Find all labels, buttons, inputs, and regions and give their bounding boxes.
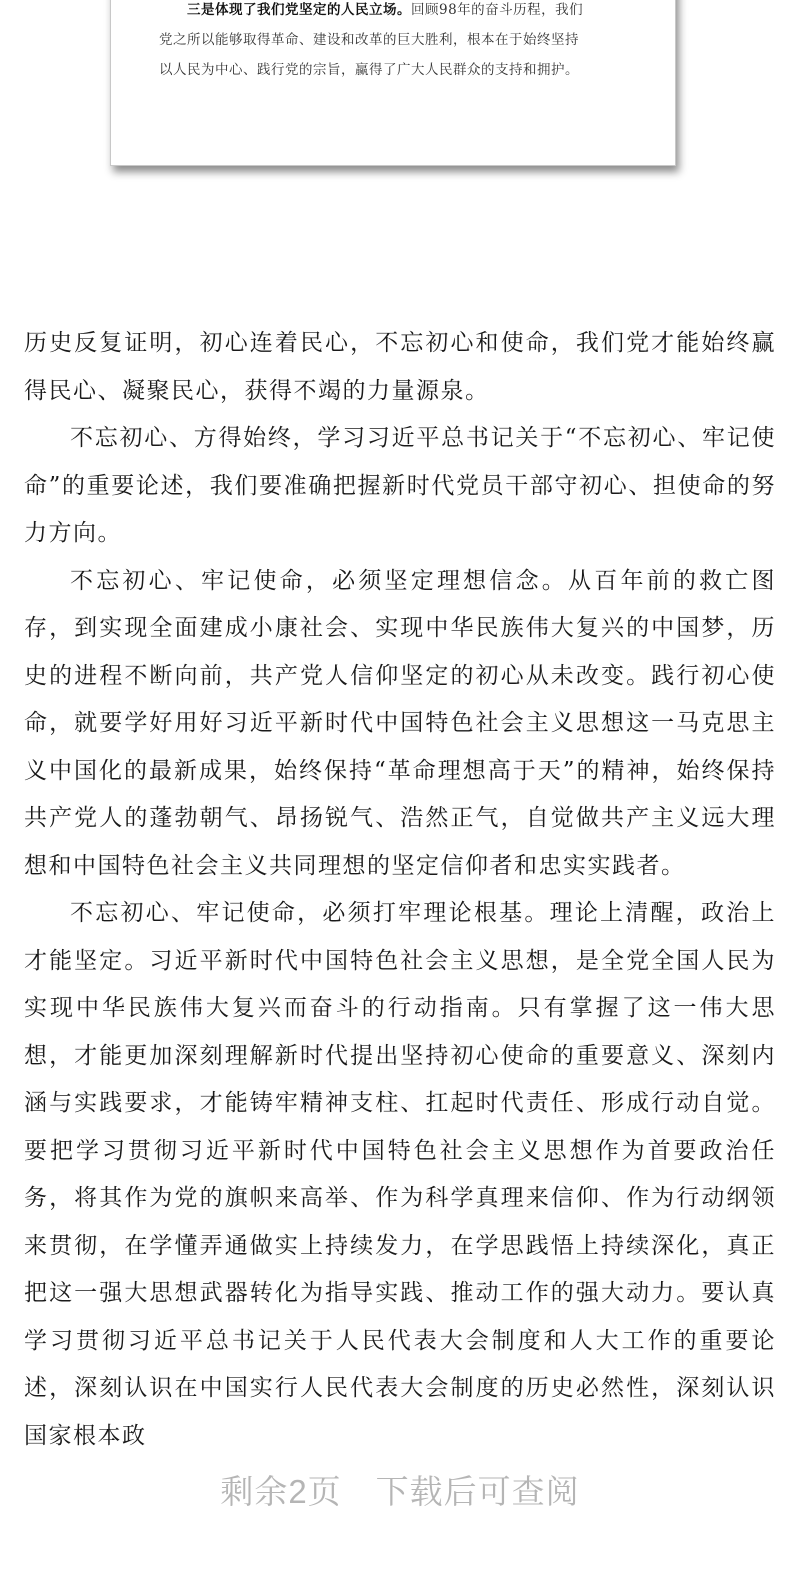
- article-paragraph: 不忘初心、牢记使命，必须打牢理论根基。理论上清醒，政治上才能坚定。习近平新时代中国特色社会主义思想，是全党全国人民为实现中华民族伟大复兴而奋斗的行动指南。只有掌握了这一伟大思想，才能更加深刻理解新时代提出坚持初心使命的重要意义、深刻内涵与实践要求，才能铸牢精神支柱、扛起时代责任、形成行动自觉。要把学习贯彻习近平新时代中国特色社会主义思想作为首要政治任务，将其作为党的旗帜来高举、作为科学真理来信仰、作为行动纲领来贯彻，在学懂弄通做实上持续发力，在学思践悟上持续深化，真正把这一强大思想武器转化为指导实践、推动工作的强大动力。要认真学习贯彻习近平总书记关于人民代表大会制度和人大工作的重要论述，深刻认识在中国实行人民代表大会制度的历史必然性，深刻认识国家根本政: [24, 900, 776, 1449]
- page-preview-card: [110, 0, 676, 166]
- preview-line-1-rest: 回顾98年的奋斗历程，我们: [411, 2, 584, 18]
- article-body: [24, 320, 776, 1460]
- article-paragraph: 不忘初心、牢记使命，必须坚定理想信念。从百年前的救亡图存，到实现全面建成小康社会、实现中华民族伟大复兴的中国梦，历史的进程不断向前，共产党人信仰坚定的初心从未改变。践行初心使命，就要学好用好习近平新时代中国特色社会主义思想这一马克思主义中国化的最新成果，始终保持“革命理想高于天”的精神，始终保持共产党人的蓬勃朝气、昂扬锐气、浩然正气，自觉做共产主义远大理想和中国特色社会主义共同理想的坚定信仰者和忠实实践者。: [24, 567, 776, 879]
- preview-line-3: 以人民为中心、践行党的宗旨，赢得了广大人民群众的支持和拥护。: [159, 62, 579, 78]
- article-paragraph: 不忘初心、方得始终，学习习近平总书记关于“不忘初心、牢记使命”的重要论述，我们要准确把握新时代党员干部守初心、担使命的努力方向。: [24, 425, 776, 546]
- preview-line-1: [159, 0, 637, 25]
- article-paragraph: 历史反复证明，初心连着民心，不忘初心和使命，我们党才能始终赢得民心、凝聚民心，获得不竭的力量源泉。: [24, 330, 776, 404]
- download-to-read-banner[interactable]: [0, 1466, 800, 1513]
- preview-card-text: [159, 0, 637, 85]
- preview-bold-lead: 三是体现了我们党坚定的人民立场。: [187, 2, 411, 18]
- download-action-label[interactable]: 下载后可查阅: [375, 1473, 580, 1510]
- preview-line-2: 党之所以能够取得革命、建设和改革的巨大胜利，根本在于始终坚持: [159, 32, 579, 48]
- remaining-pages-label[interactable]: 剩余2页: [220, 1473, 342, 1510]
